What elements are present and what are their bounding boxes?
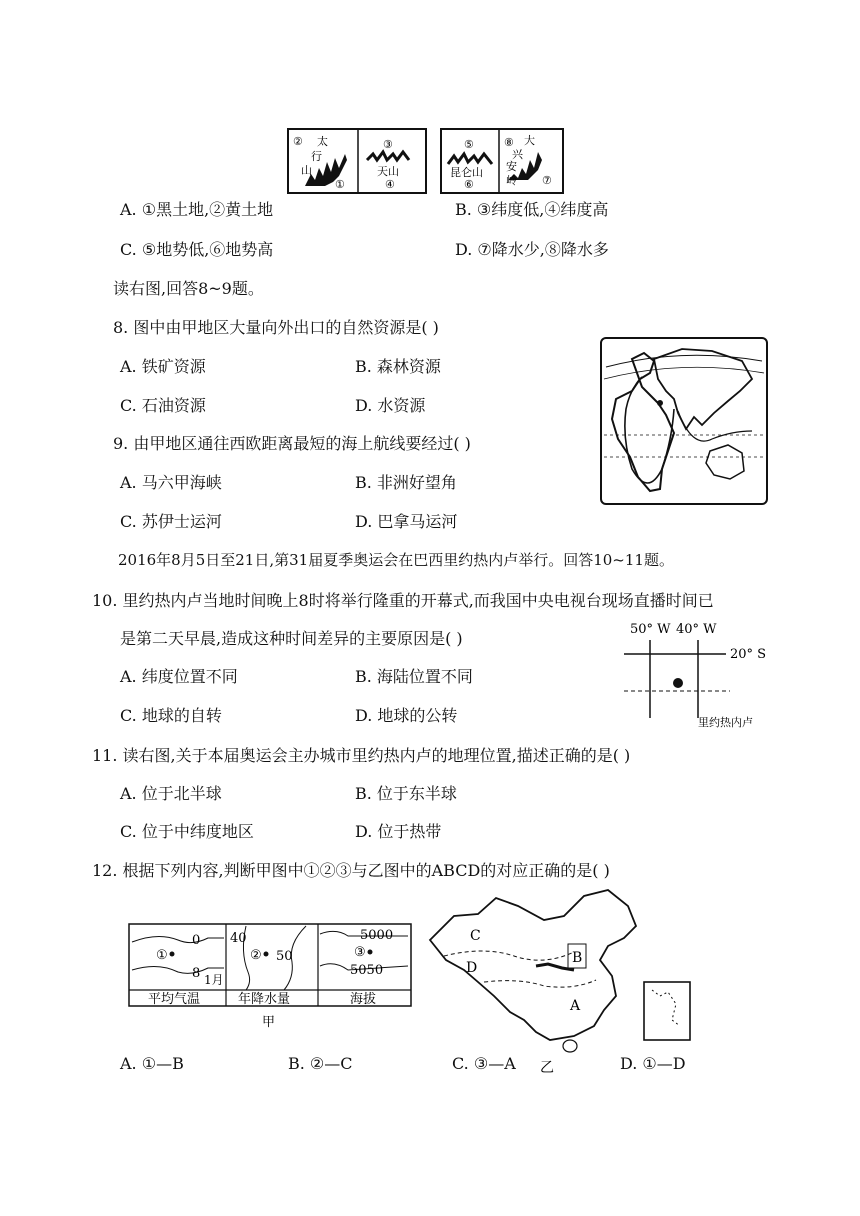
q12-option-d: D. ①—D <box>620 1054 686 1073</box>
rio-lat-20s: 20° S <box>730 647 767 662</box>
q12-stem: 12. 根据下列内容,判断甲图中①②③与乙图中的ABCD的对应正确的是( ) <box>92 861 610 880</box>
jia-map <box>128 922 414 1032</box>
q8-option-d: D. 水资源 <box>355 396 426 415</box>
rio-lon-50w: 50° W <box>630 622 671 637</box>
q12-option-a: A. ①—B <box>120 1054 184 1073</box>
world-map-drawing <box>602 339 766 503</box>
yi-map <box>424 886 698 1076</box>
q7-mark-2: ② <box>293 135 303 148</box>
yi-region-a: A <box>570 998 581 1014</box>
q7-label-tianshan: 天山 <box>377 165 399 178</box>
yi-region-c: C <box>470 928 481 944</box>
q12-option-b: B. ②—C <box>288 1054 353 1073</box>
jia-p2-mark: ② <box>250 948 262 963</box>
intro-10-11: 2016年8月5日至21日,第31届夏季奥运会在巴西里约热内卢举行。回答10~11题。 <box>118 551 674 569</box>
q11-option-c: C. 位于中纬度地区 <box>120 822 254 841</box>
q9-option-d: D. 巴拿马运河 <box>355 512 458 531</box>
q11-option-a: A. 位于北半球 <box>120 784 222 803</box>
q12-option-c: C. ③—A <box>452 1054 516 1073</box>
rio-map <box>620 618 770 730</box>
q10-option-b: B. 海陆位置不同 <box>355 667 473 686</box>
jia-label: 甲 <box>262 1015 276 1030</box>
q7-panel-left <box>287 128 427 194</box>
q7-mark-5: ⑤ <box>464 138 474 151</box>
q7-option-c: C. ⑤地势低,⑥地势高 <box>120 240 274 259</box>
q9-stem: 9. 由甲地区通往西欧距离最短的海上航线要经过( ) <box>113 434 471 453</box>
q7-option-a: A. ①黑土地,②黄土地 <box>120 200 274 219</box>
q7-mark-3: ③ <box>383 138 393 151</box>
q7-label-ling: 岭 <box>506 174 517 187</box>
yi-label: 乙 <box>540 1060 554 1076</box>
jia-p2-caption: 年降水量 <box>238 992 291 1007</box>
q7-label-da: 大 <box>524 134 535 147</box>
q9-option-b: B. 非洲好望角 <box>355 473 457 492</box>
q10-stem-line2: 是第二天早晨,造成这种时间差异的主要原因是( ) <box>120 629 463 648</box>
q7-right-diagram <box>442 130 562 192</box>
rio-lon-40w: 40° W <box>676 622 717 637</box>
jia-p3-mark: ③ <box>354 945 366 960</box>
q10-option-a: A. 纬度位置不同 <box>120 667 238 686</box>
jia-p1-month: 1月 <box>204 973 224 987</box>
q7-panel-right <box>440 128 564 194</box>
yi-region-b: B <box>572 950 583 966</box>
q7-mark-7: ⑦ <box>542 174 552 187</box>
q7-label-xing: 兴 <box>512 148 523 161</box>
q10-option-d: D. 地球的公转 <box>355 706 458 725</box>
q9-option-c: C. 苏伊士运河 <box>120 512 222 531</box>
jia-p3-iso-top: 5000 <box>360 928 394 943</box>
yi-region-d: D <box>466 960 478 976</box>
jia-p2-iso-right: 50 <box>276 949 293 964</box>
q11-option-d: D. 位于热带 <box>355 822 442 841</box>
q8-stem: 8. 图中由甲地区大量向外出口的自然资源是( ) <box>113 318 439 337</box>
q7-label-hang: 行 <box>311 150 322 163</box>
q10-stem-line1: 10. 里约热内卢当地时间晚上8时将举行隆重的开幕式,而我国中央电视台现场直播时间已 <box>92 591 714 610</box>
jia-p1-iso-bottom: 8 <box>192 966 201 981</box>
q7-mark-4: ④ <box>385 178 395 191</box>
q8-option-c: C. 石油资源 <box>120 396 206 415</box>
jia-p2-iso-left: 40 <box>230 931 247 946</box>
jia-p1-iso-top: 0 <box>192 933 201 948</box>
intro-8-9: 读右图,回答8~9题。 <box>113 279 264 298</box>
rio-city-label: 里约热内卢 <box>698 716 753 729</box>
jia-p1-mark: ① <box>156 948 168 963</box>
q7-label-kunlun: 昆仑山 <box>450 166 483 179</box>
q7-mark-8: ⑧ <box>504 136 514 149</box>
q7-option-d: D. ⑦降水少,⑧降水多 <box>455 240 609 259</box>
q9-option-a: A. 马六甲海峡 <box>120 473 222 492</box>
jia-p3-caption: 海拔 <box>350 992 377 1007</box>
q7-label-tai: 太 <box>317 135 328 148</box>
q7-mark-1: ① <box>335 178 345 191</box>
q8-option-a: A. 铁矿资源 <box>120 357 206 376</box>
q7-option-b: B. ③纬度低,④纬度高 <box>455 200 609 219</box>
q11-stem: 11. 读右图,关于本届奥运会主办城市里约热内卢的地理位置,描述正确的是( ) <box>92 746 631 765</box>
q11-option-b: B. 位于东半球 <box>355 784 457 803</box>
q7-left-diagram <box>289 130 425 192</box>
q10-option-c: C. 地球的自转 <box>120 706 222 725</box>
q8-option-b: B. 森林资源 <box>355 357 441 376</box>
jia-p1-caption: 平均气温 <box>148 992 201 1007</box>
jia-p3-iso-bottom: 5050 <box>350 963 384 978</box>
world-map <box>600 337 768 505</box>
q7-label-shan: 山 <box>301 164 312 177</box>
q7-mark-6: ⑥ <box>464 178 474 191</box>
q7-label-an: 安 <box>506 160 517 173</box>
